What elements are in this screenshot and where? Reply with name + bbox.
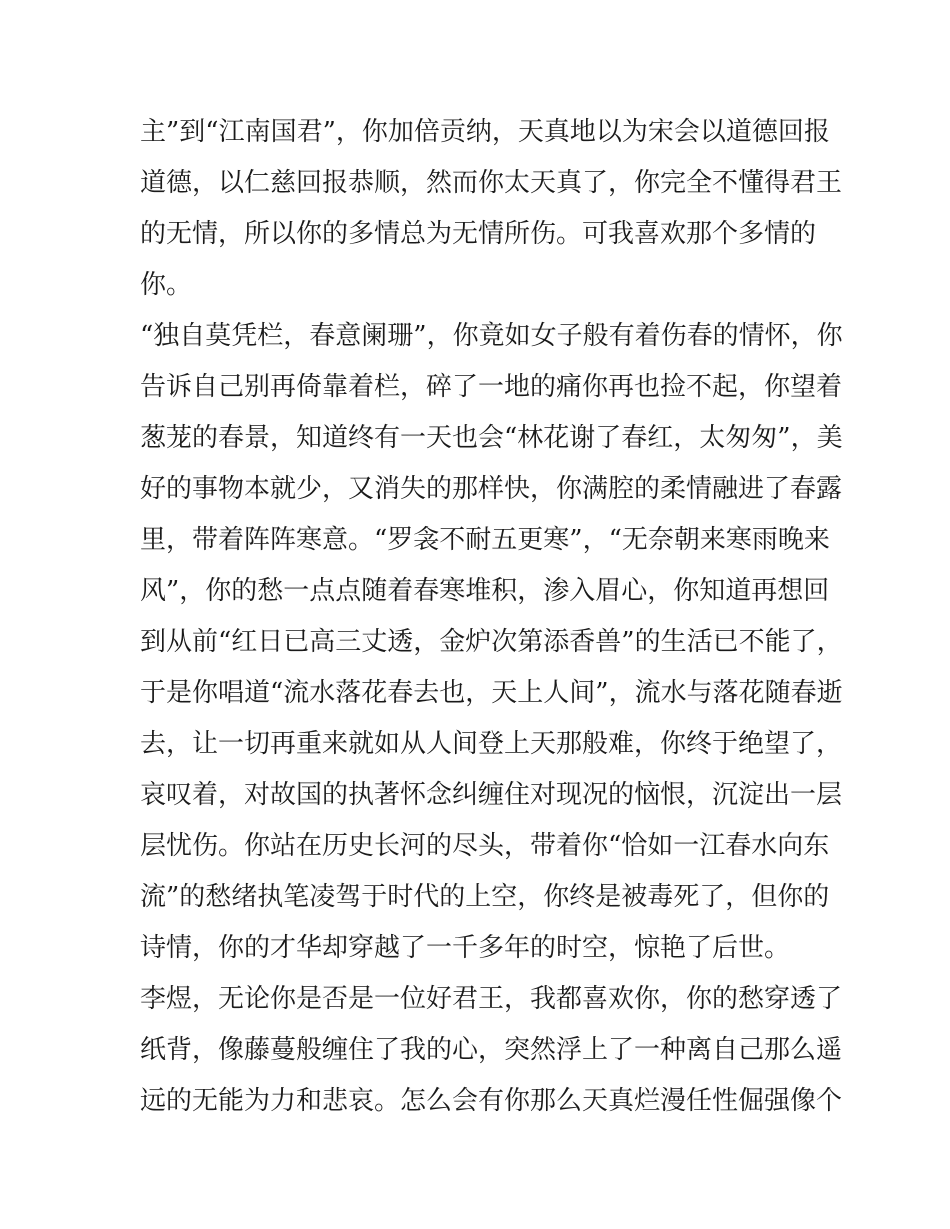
text-line: 主”到“江南国君”，你加倍贡纳，天真地以为宋会以道德回报 xyxy=(140,117,830,147)
text-line: 李煜，无论你是否是一位好君王，我都喜欢你，你的愁穿透了 xyxy=(140,984,843,1014)
text-line: 的无情，所以你的多情总为无情所伤。可我喜欢那个多情的 xyxy=(140,219,817,249)
text-line: 告诉自己别再倚靠着栏，碎了一地的痛你再也捡不起，你望着 xyxy=(140,372,843,402)
text-line: 里，带着阵阵寒意。“罗衾不耐五更寒”，“无奈朝来寒雨晚来 xyxy=(140,525,830,555)
text-line: “独自莫凭栏，春意阑珊”，你竟如女子般有着伤春的情怀，你 xyxy=(140,321,843,351)
text-line: 远的无能为力和悲哀。怎么会有你那么天真烂漫任性倔强像个 xyxy=(140,1086,843,1116)
text-line: 诗情，你的才华却穿越了一千多年的时空，惊艳了后世。 xyxy=(140,933,791,963)
text-line: 哀叹着，对故国的执著怀念纠缠住对现况的恼恨，沉淀出一层 xyxy=(140,780,843,810)
text-line: 去，让一切再重来就如从人间登上天那般难，你终于绝望了， xyxy=(140,729,843,759)
text-line: 流”的愁绪执笔凌驾于时代的上空，你终是被毒死了，但你的 xyxy=(140,882,830,912)
text-line: 道德，以仁慈回报恭顺，然而你太天真了，你完全不懂得君王 xyxy=(140,168,843,198)
text-line: 你。 xyxy=(140,270,193,300)
body-text xyxy=(140,107,843,1127)
text-line: 纸背，像藤蔓般缠住了我的心，突然浮上了一种离自己那么遥 xyxy=(140,1035,843,1065)
text-line: 风”，你的愁一点点随着春寒堆积，渗入眉心，你知道再想回 xyxy=(140,576,830,606)
text-line: 层忧伤。你站在历史长河的尽头，带着你“恰如一江春水向东 xyxy=(140,831,830,861)
text-line: 好的事物本就少，又消失的那样快，你满腔的柔情融进了春露 xyxy=(140,474,843,504)
text-line: 于是你唱道“流水落花春去也，天上人间”，流水与落花随春逝 xyxy=(140,678,843,708)
text-line: 到从前“红日已高三丈透，金炉次第添香兽”的生活已不能了， xyxy=(140,627,843,657)
text-line: 葱茏的春景，知道终有一天也会“林花谢了春红，太匆匆”，美 xyxy=(140,423,843,453)
